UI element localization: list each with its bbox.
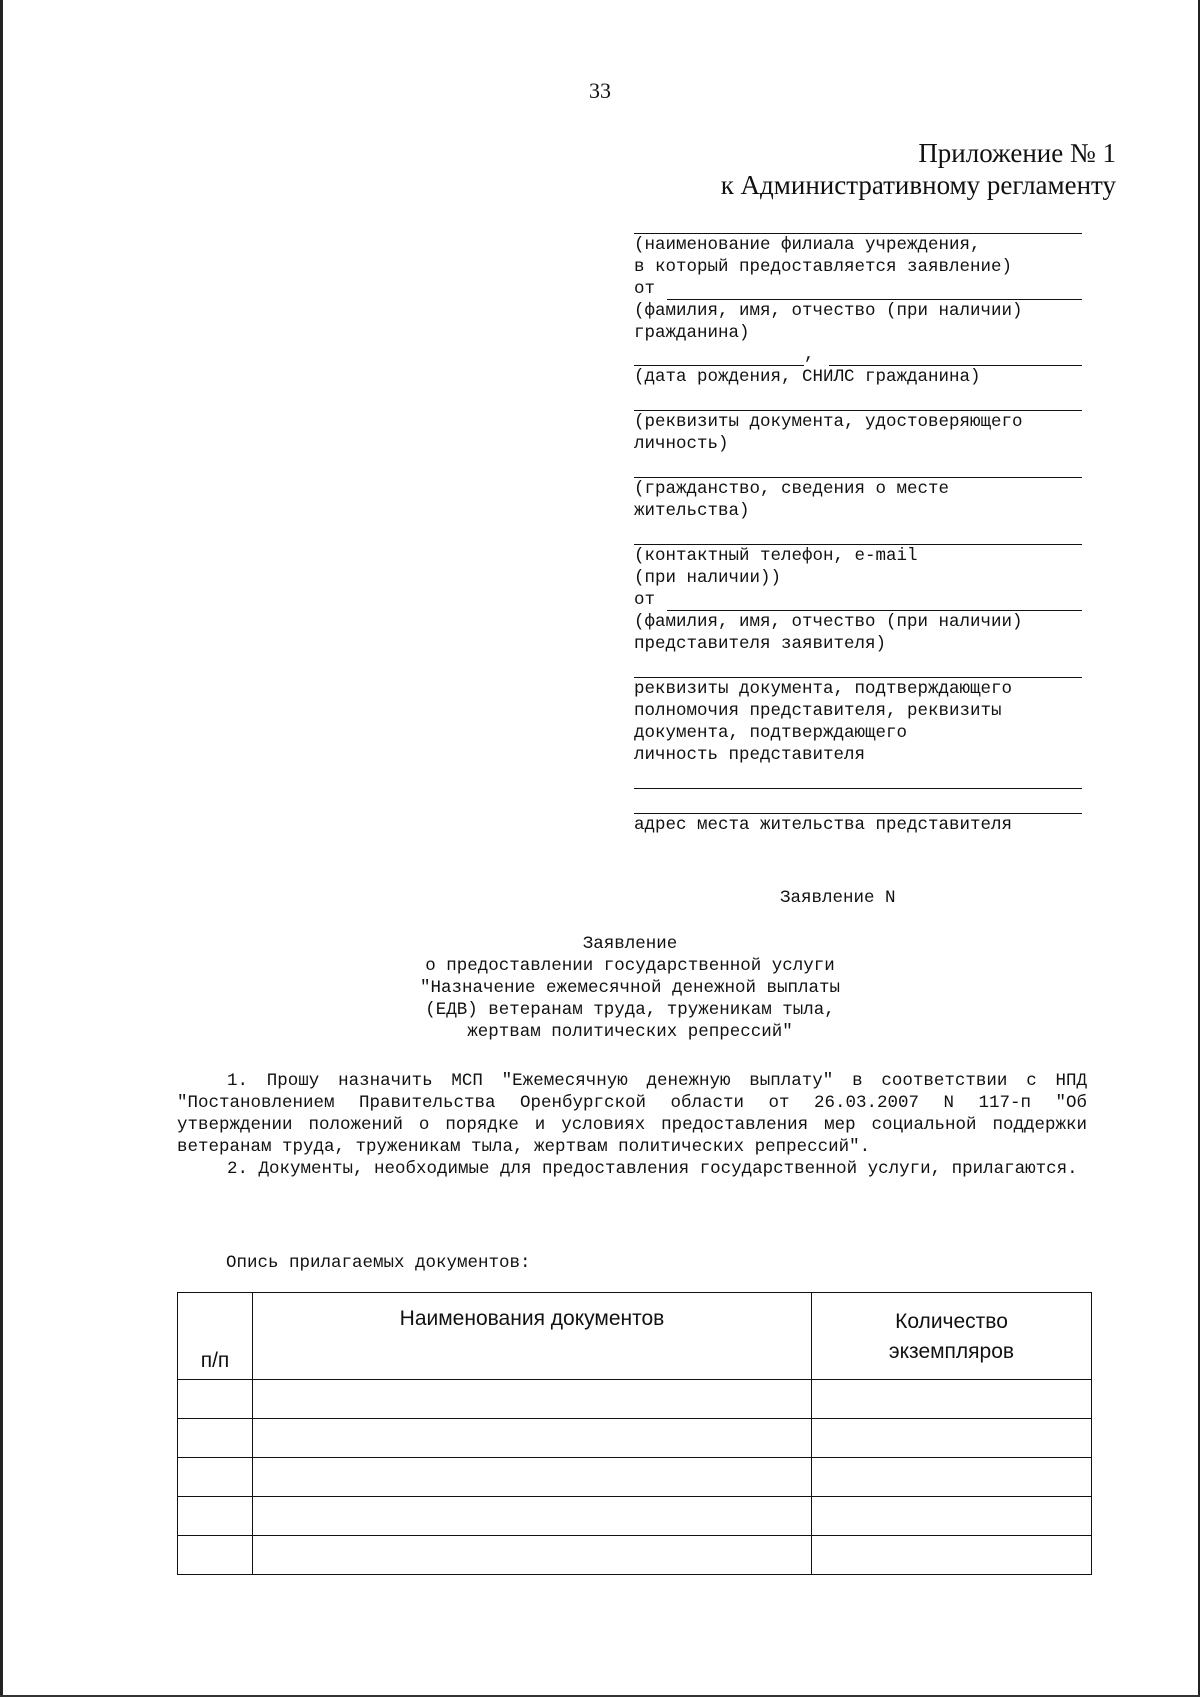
col-number-header: п/п bbox=[178, 1293, 253, 1380]
title-line-4: (ЕДВ) ветеранам труда, труженикам тыла, bbox=[425, 1000, 835, 1020]
row-qty-cell[interactable] bbox=[812, 1536, 1092, 1575]
rep-doc-caption-3: документа, подтверждающего bbox=[634, 723, 908, 743]
contact-caption-1: (контактный телефон, e-mail bbox=[634, 546, 918, 566]
representative-name-row bbox=[634, 589, 1082, 611]
col-name-header: Наименования документов bbox=[253, 1293, 812, 1380]
branch-caption-1: (наименование филиала учреждения, bbox=[634, 235, 981, 255]
citizen-name-caption-2: гражданина) bbox=[634, 323, 750, 343]
table-row bbox=[178, 1419, 1092, 1458]
citizen-name-caption-1: (фамилия, имя, отчество (при наличии) bbox=[634, 301, 1023, 321]
page-number: 33 bbox=[589, 78, 611, 103]
rep-name-caption-2: представителя заявителя) bbox=[634, 634, 887, 654]
row-qty-cell[interactable] bbox=[812, 1497, 1092, 1536]
paragraph-2: 2. Документы, необходимые для предоставления государственной услуги, прилагаются. bbox=[227, 1159, 1078, 1179]
table-header-row bbox=[178, 1293, 1092, 1380]
row-number-cell[interactable] bbox=[178, 1458, 253, 1497]
application-title bbox=[300, 933, 960, 1043]
citizenship-caption-2: жительства) bbox=[634, 501, 750, 521]
table-row bbox=[178, 1380, 1092, 1419]
citizen-name-row bbox=[634, 278, 1082, 300]
row-name-cell[interactable] bbox=[253, 1380, 812, 1419]
title-line-1: Заявление bbox=[582, 934, 678, 954]
representative-name-field-line[interactable] bbox=[667, 594, 1082, 611]
table-row bbox=[178, 1497, 1092, 1536]
row-qty-cell[interactable] bbox=[812, 1419, 1092, 1458]
title-line-3: "Назначение ежемесячной денежной выплаты bbox=[419, 978, 841, 998]
rep-name-caption-1: (фамилия, имя, отчество (при наличии) bbox=[634, 612, 1023, 632]
appendix-heading bbox=[721, 137, 1116, 201]
application-number-label: Заявление N bbox=[780, 888, 896, 908]
row-qty-cell[interactable] bbox=[812, 1458, 1092, 1497]
rep-address-caption: адрес места жительства представителя bbox=[634, 815, 1013, 835]
table-row bbox=[178, 1536, 1092, 1575]
title-line-5: жертвам политических репрессий" bbox=[467, 1022, 793, 1042]
row-number-cell[interactable] bbox=[178, 1419, 253, 1458]
id-doc-caption-1: (реквизиты документа, удостоверяющего bbox=[634, 412, 1023, 432]
from-label-2: от bbox=[634, 590, 656, 610]
row-name-cell[interactable] bbox=[253, 1536, 812, 1575]
birth-snils-caption: (дата рождения, СНИЛС гражданина) bbox=[634, 367, 981, 387]
rep-doc-caption-4: личность представителя bbox=[634, 745, 866, 765]
application-body bbox=[177, 1070, 1087, 1180]
appendix-line-2: к Административному регламенту bbox=[720, 170, 1116, 200]
col-qty-header-line-1: Количество bbox=[895, 1310, 1008, 1333]
comma-separator: , bbox=[804, 345, 815, 365]
title-line-2: о предоставлении государственной услуги bbox=[425, 956, 835, 976]
citizen-name-field-line[interactable] bbox=[667, 283, 1082, 300]
col-qty-header bbox=[812, 1293, 1092, 1380]
from-label: от bbox=[634, 279, 656, 299]
rep-doc-caption-2: полномочия представителя, реквизиты bbox=[634, 701, 1002, 721]
applicant-details-form bbox=[634, 233, 1082, 836]
inventory-label: Опись прилагаемых документов: bbox=[226, 1253, 531, 1273]
birth-snils-row bbox=[634, 344, 1082, 366]
snils-field-line[interactable] bbox=[829, 349, 1082, 366]
row-number-cell[interactable] bbox=[178, 1380, 253, 1419]
row-number-cell[interactable] bbox=[178, 1497, 253, 1536]
scan-left-edge bbox=[0, 0, 3, 1697]
row-number-cell[interactable] bbox=[178, 1536, 253, 1575]
documents-table bbox=[177, 1292, 1092, 1575]
row-qty-cell[interactable] bbox=[812, 1380, 1092, 1419]
contact-caption-2: (при наличии)) bbox=[634, 568, 782, 588]
branch-caption-2: в который предоставляется заявление) bbox=[634, 257, 1013, 277]
citizenship-caption-1: (гражданство, сведения о месте bbox=[634, 479, 950, 499]
table-row bbox=[178, 1458, 1092, 1497]
appendix-line-1: Приложение № 1 bbox=[918, 138, 1116, 168]
row-name-cell[interactable] bbox=[253, 1419, 812, 1458]
rep-doc-caption-1: реквизиты документа, подтверждающего bbox=[634, 679, 1013, 699]
birth-date-field-line[interactable] bbox=[634, 349, 804, 366]
row-name-cell[interactable] bbox=[253, 1497, 812, 1536]
id-doc-caption-2: личность) bbox=[634, 434, 729, 454]
col-qty-header-line-2: экземпляров bbox=[888, 1340, 1015, 1363]
row-name-cell[interactable] bbox=[253, 1458, 812, 1497]
paragraph-1: 1. Прошу назначить МСП "Ежемесячную денежную выплату" в соответствии с НПД "Постановлением Правительства Оренбургской области от 26.03.2007 N 117-п "Об утверждении положений о порядке и условиях предоставления мер социальной поддержки ветеранам труда, труженикам тыла, жертвам политических репрессий". bbox=[177, 1071, 1087, 1157]
